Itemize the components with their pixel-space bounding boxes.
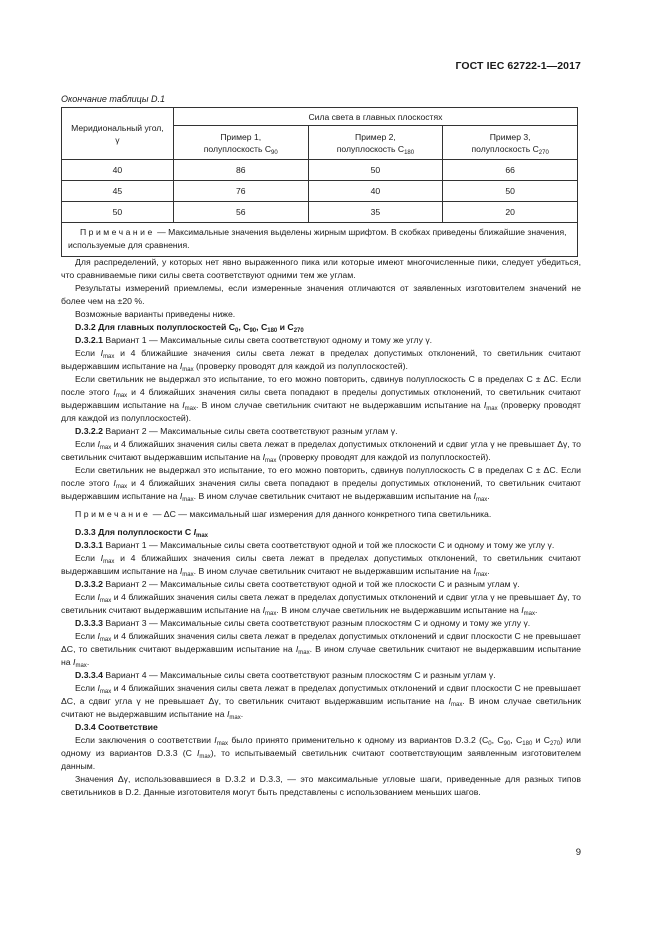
table-cell: 50 [443,181,578,202]
col-header-example-1: Пример 1, полуплоскость $C_{90}$ [173,126,308,160]
paragraph: Результаты измерений приемлемы, если измеренные значения отличаются от заявленных изготовителем значений не более чем на ±20 %. [61,283,581,306]
paragraph: Для распределений, у которых нет явно выраженного пика или которые имеют многочисленные пики, следует убедиться, что сравниваемые пики силы света соответствуют одними тем же углам. [61,257,581,280]
col-header-example-3: Пример 3, полуплоскость $C_{270}$ [443,126,578,160]
section-heading: D.3.3 Для полуплоскости C $I_{max}$ [75,527,209,539]
table-cell: 40 [308,181,443,202]
paragraph: Если заключения о соответствии $I_{max}$ было принято применительно к одному из вариантов D.3.2 ($C_0$, $C_{90}$, $C_{180}$ и $C_{270}$) или одному из вариантов D.3.3 (C $I_{max}$), то испытываемый светильник считают соответствующим заявленным изготовителем данным. [61,735,581,771]
paragraph: Если светильник не выдержал это испытание, то его можно повторить, сдвинув полуплоскость C в пределах C ± ΔC. Если после этого $I_{max}$ и 4 ближайших значения силы света попадают в пределы допустимых отклонений, то светильник считают выдержавшим испытание на $I_{max}$. В ином случае светильник считают не выдержавшим испытание на $I_{max}$. [61,465,582,503]
table-row [62,202,578,223]
paragraph: Если $I_{max}$ и 4 ближайших значения силы света лежат в пределах допустимых отклонений и сдвиг плоскости C не превышает ΔC, то светильник считают выдержавшим испытание на $I_{max}$. В ином случае светильник считают не выдержавшим испытание на $I_{max}$. [61,631,581,669]
body-text [61,256,581,799]
paragraph: Значения Δγ, использовавшиеся в D.3.2 и D.3.3, — это максимальные угловые шаги, приведенные для разных типов светильников в D.2. Данные изготовителя могут быть представлены с использованием меньших шагов. [61,774,581,797]
table-note: Примечание — Максимальные значения выделены жирным шрифтом. В скобках приведены ближайшие значения, используемые для сравнения. [62,223,578,257]
table-cell: 50 [62,202,174,223]
paragraph: Если $I_{max}$ и 4 ближайшие значения силы света лежат в пределах допустимых отклонений, то светильник считают выдержавшим испытание на $I_{max}$ (проверку проводят для каждой из полуплоскостей). [61,348,581,373]
paragraph: Если $I_{max}$ и 4 ближайших значения силы света лежат в пределах допустимых отклонений и сдвиг угла γ не превышает Δγ, то светильник считают выдержавшим испытание на $I_{max}$ (проверку проводят для каждой из полуплоскостей). [61,439,581,464]
table-cell: 50 [308,160,443,181]
page-number: 9 [575,847,581,858]
table-cell: 35 [308,202,443,223]
table-cell: 66 [443,160,578,181]
note: Примечание — ΔC — максимальный шаг измерения для данного конкретного типа светильника. [75,509,492,519]
table-cell: 76 [173,181,308,202]
table-row [62,160,578,181]
paragraph: Если $I_{max}$ и 4 ближайших значения силы света лежат в пределах допустимых отклонений, то светильник считают выдержавшим испытание на $I_{max}$. В ином случае светильник считают не выдержавшим испытание на $I_{max}$. [61,553,581,578]
section-heading: D.3.2 Для главных полуплоскостей $C_0$, $C_{90}$, $C_{180}$ и $C_{270}$ [75,322,304,334]
paragraph: D.3.3.2 Вариант 2 — Максимальные силы света соответствуют одной и той же плоскости C и разным углам γ. [75,579,520,589]
group-header: Сила света в главных плоскостях [173,108,577,126]
paragraph: D.3.3.4 Вариант 4 — Максимальные силы света соответствуют разным плоскостям C и разным углам γ. [75,670,496,680]
table-cell: 86 [173,160,308,181]
section-heading: D.3.4 Соответствие [75,722,158,732]
table-cell: 56 [173,202,308,223]
paragraph: Возможные варианты приведены ниже. [75,309,236,319]
paragraph: D.3.2.2 Вариант 2 — Максимальные силы света соответствуют разным углам γ. [75,426,398,436]
table-cell: 45 [62,181,174,202]
paragraph: D.3.2.1 Вариант 1 — Максимальные силы света соответствуют одному и тому же углу γ. [75,335,433,345]
table-row [62,181,578,202]
paragraph: Если светильник не выдержал это испытание, то его можно повторить, сдвинув полуплоскость C в пределах C ± ΔC. Если после этого $I_{max}$ и 4 ближайших значения силы света попадают в пределы допустимых отклонений, то светильник считают выдержавшим испытание на $I_{max}$. В ином случае светильник считают не выдержавшим испытание на $I_{max}$ (проверку проводят для каждой из полуплоскостей). [61,374,582,423]
paragraph: D.3.3.1 Вариант 1 — Максимальные силы света соответствуют одной и той же плоскости C и одному и тому же углу γ. [75,540,555,550]
col-header-angle: Меридиональный угол, γ [62,108,174,160]
paragraph: Если $I_{max}$ и 4 ближайших значения силы света лежат в пределах допустимых отклонений и сдвиг угла γ не превышает Δγ, то светильник считают выдержавшим испытание на $I_{max}$. В ином случае светильник не выдержавшим испытание на $I_{max}$. [61,592,581,617]
paragraph: D.3.3.3 Вариант 3 — Максимальные силы света соответствуют разным плоскостям C и одному и тому же углу γ. [75,618,531,628]
table-cell: 20 [443,202,578,223]
luminous-intensity-table [61,107,578,257]
standard-header: ГОСТ IEC 62722-1—2017 [455,60,581,72]
col-header-example-2: Пример 2, полуплоскость $C_{180}$ [308,126,443,160]
table-caption: Окончание таблицы D.1 [61,94,165,104]
paragraph: Если $I_{max}$ и 4 ближайших значения силы света лежат в пределах допустимых отклонений и сдвиг плоскости C не превышает ΔC, а сдвиг угла γ не превышает Δγ, то светильник считают выдержавшим испытание на $I_{max}$. В ином случае светильник считают не выдержавшим испытание на $I_{max}$. [61,683,582,721]
table-cell: 40 [62,160,174,181]
